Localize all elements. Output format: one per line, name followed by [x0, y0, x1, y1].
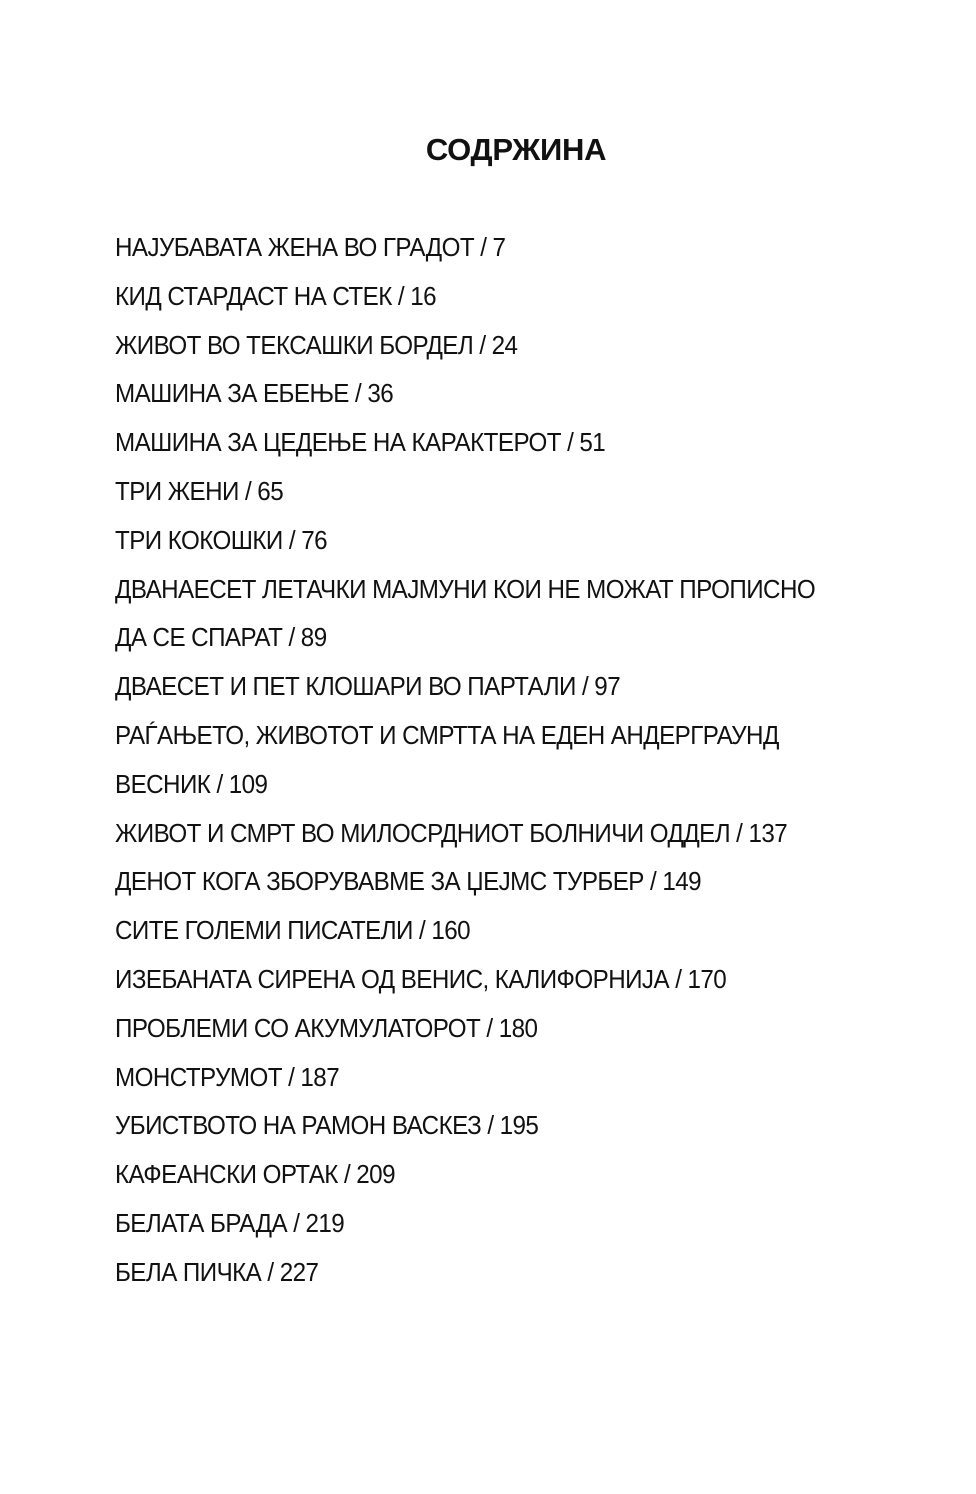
- toc-entry: ЖИВОТ ВО ТЕКСАШКИ БОРДЕЛ / 24: [115, 329, 518, 360]
- toc-entry-continuation: ДА СЕ СПАРАТ / 89: [115, 622, 327, 653]
- toc-entry: КАФЕАНСКИ ОРТАК / 209: [115, 1159, 395, 1190]
- toc-entry: ТРИ КОКОШКИ / 76: [115, 524, 327, 555]
- toc-entry: ДЕНОТ КОГА ЗБОРУВАВМЕ ЗА ЏЕЈМС ТУРБЕР / 149: [115, 866, 702, 897]
- toc-entry: МАШИНА ЗА ЕБЕЊЕ / 36: [115, 378, 394, 409]
- page-title: СОДРЖИНА: [425, 132, 607, 167]
- toc-entry: ПРОБЛЕМИ СО АКУМУЛАТОРОТ / 180: [115, 1012, 538, 1043]
- toc-entry-continuation: ВЕСНИК / 109: [115, 768, 268, 799]
- toc-entry: КИД СТАРДАСТ НА СТЕК / 16: [115, 280, 436, 311]
- toc-entry: МАШИНА ЗА ЦЕДЕЊЕ НА КАРАКТЕРОТ / 51: [115, 427, 606, 458]
- toc-entry: ТРИ ЖЕНИ / 65: [115, 475, 284, 506]
- toc-entry: БЕЛА ПИЧКА / 227: [115, 1256, 319, 1287]
- toc-entry: РАЃАЊЕТО, ЖИВОТОТ И СМРТТА НА ЕДЕН АНДЕРГРАУНД: [115, 719, 779, 750]
- toc-entry: НАЈУБАВАТА ЖЕНА ВО ГРАДОТ / 7: [115, 232, 506, 262]
- toc-entry: СИТЕ ГОЛЕМИ ПИСАТЕЛИ / 160: [115, 915, 471, 946]
- toc-entry: УБИСТВОТО НА РАМОН ВАСКЕЗ / 195: [115, 1110, 539, 1141]
- toc-entry: ДВАЕСЕТ И ПЕТ КЛОШАРИ ВО ПАРТАЛИ / 97: [115, 671, 621, 702]
- toc-entry: ИЗЕБАНАТА СИРЕНА ОД ВЕНИС, КАЛИФОРНИЈА / 170: [115, 963, 727, 994]
- toc-entry: МОНСТРУМОТ / 187: [115, 1061, 340, 1092]
- toc-entry: ДВАНАЕСЕТ ЛЕТАЧКИ МАЈМУНИ КОИ НЕ МОЖАТ ПРОПИСНО: [115, 573, 816, 604]
- table-of-contents: [115, 223, 868, 1297]
- toc-entry: БЕЛАТА БРАДА / 219: [115, 1207, 345, 1238]
- toc-entry: ЖИВОТ И СМРТ ВО МИЛОСРДНИОТ БОЛНИЧИ ОДДЕЛ / 137: [115, 817, 788, 848]
